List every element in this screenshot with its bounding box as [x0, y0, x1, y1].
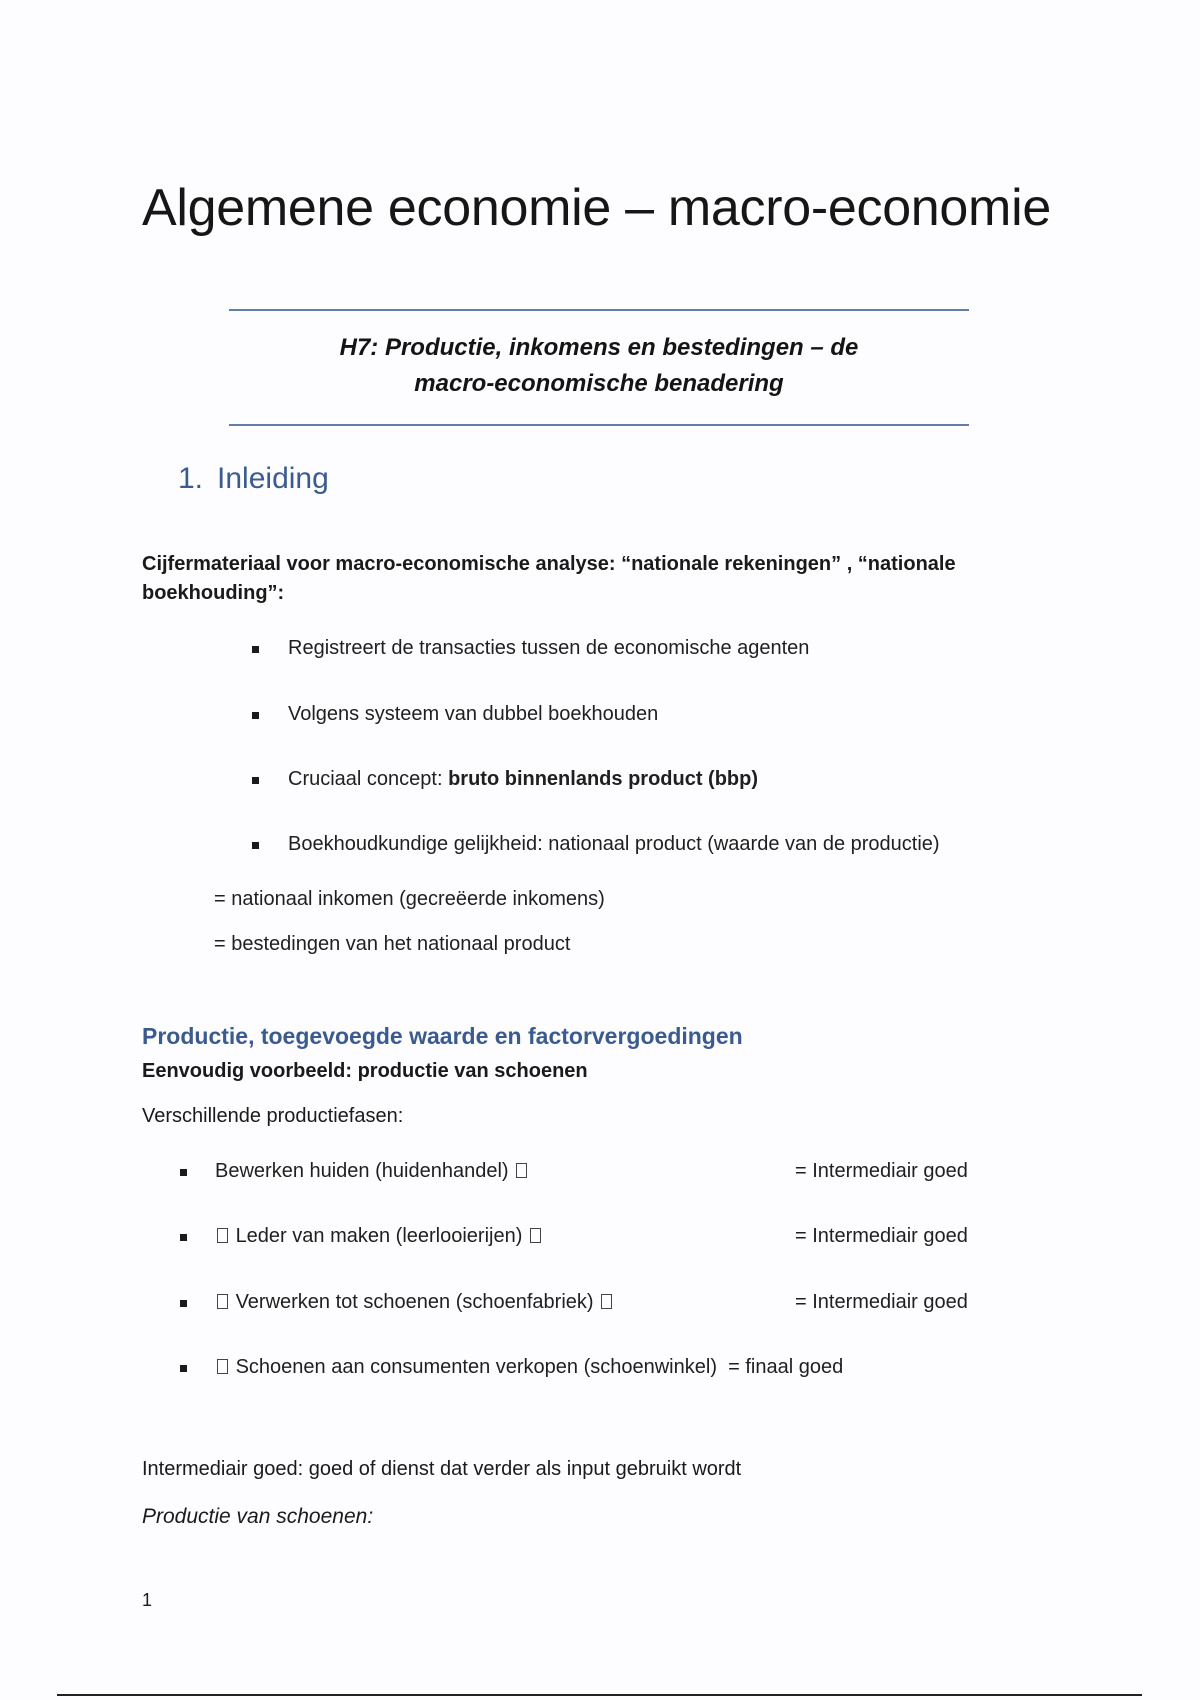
bullet-bold-term: bruto binnenlands product (bbp)	[448, 768, 759, 790]
production-label: Productie van schoenen:	[142, 1505, 374, 1528]
section-heading-inleiding	[178, 462, 329, 496]
arrow-glyph-icon	[217, 1359, 228, 1374]
intro-line-2: boekhouding”:	[142, 582, 285, 604]
phases-label: Verschillende productiefasen:	[142, 1105, 404, 1127]
bullet-prefix: Cruciaal concept:	[288, 768, 449, 790]
page-bottom-rule	[57, 1694, 1142, 1696]
arrow-glyph-icon	[217, 1228, 228, 1243]
equality-line: = nationaal inkomen (gecreëerde inkomens)	[214, 888, 605, 910]
phase-type: = Intermediair goed	[795, 1160, 968, 1182]
phase-text: Bewerken huiden (huidenhandel)	[215, 1160, 509, 1182]
phase-item	[215, 1160, 529, 1183]
bullet-marker	[180, 1300, 187, 1307]
intro-paragraph	[142, 550, 956, 608]
arrow-glyph-icon	[601, 1294, 612, 1309]
bullet-item: Volgens systeem van dubbel boekhouden	[288, 703, 659, 725]
phase-text: Verwerken tot schoenen (schoenfabriek)	[235, 1291, 594, 1313]
page-number: 1	[142, 1590, 153, 1610]
arrow-glyph-icon	[530, 1228, 541, 1243]
section-title: Inleiding	[217, 462, 329, 495]
section-heading-productie: Productie, toegevoegde waarde en factorvergoedingen	[142, 1023, 743, 1049]
bullet-marker	[180, 1234, 187, 1241]
bullet-marker	[180, 1169, 187, 1176]
arrow-glyph-icon	[217, 1294, 228, 1309]
document-title: Algemene economie – macro-economie	[142, 179, 1051, 237]
bullet-marker	[180, 1365, 187, 1372]
bullet-marker	[252, 646, 259, 653]
phase-text: Schoenen aan consumenten verkopen (schoenwinkel)	[235, 1356, 717, 1378]
definition-text: Intermediair goed: goed of dienst dat verder als input gebruikt wordt	[142, 1458, 742, 1480]
bullet-marker	[252, 712, 259, 719]
phase-item	[215, 1291, 614, 1314]
phase-type: = finaal goed	[728, 1356, 844, 1378]
arrow-glyph-icon	[516, 1163, 527, 1178]
section-number: 1.	[178, 462, 204, 495]
chapter-subtitle	[229, 330, 969, 402]
bullet-marker	[252, 842, 259, 849]
example-heading: Eenvoudig voorbeeld: productie van schoenen	[142, 1060, 588, 1082]
phase-text: Leder van maken (leerlooierijen)	[235, 1225, 523, 1247]
phase-type: = Intermediair goed	[795, 1291, 968, 1313]
bullet-item: Registreert de transacties tussen de economische agenten	[288, 637, 810, 659]
bullet-marker	[252, 777, 259, 784]
phase-item	[215, 1225, 543, 1248]
subtitle-line-1: H7: Productie, inkomens en bestedingen – de	[339, 334, 859, 361]
phase-item	[215, 1356, 843, 1379]
subtitle-line-2: macro-economische benadering	[414, 370, 784, 397]
subtitle-top-rule	[229, 309, 969, 311]
bullet-item: Boekhoudkundige gelijkheid: nationaal product (waarde van de productie)	[288, 833, 940, 855]
subtitle-bottom-rule	[229, 424, 969, 426]
phase-type: = Intermediair goed	[795, 1225, 968, 1247]
intro-line-1: Cijfermateriaal voor macro-economische analyse: “nationale rekeningen” , “nationale	[142, 553, 956, 575]
equality-line: = bestedingen van het nationaal product	[214, 933, 571, 955]
bullet-item	[288, 768, 758, 791]
